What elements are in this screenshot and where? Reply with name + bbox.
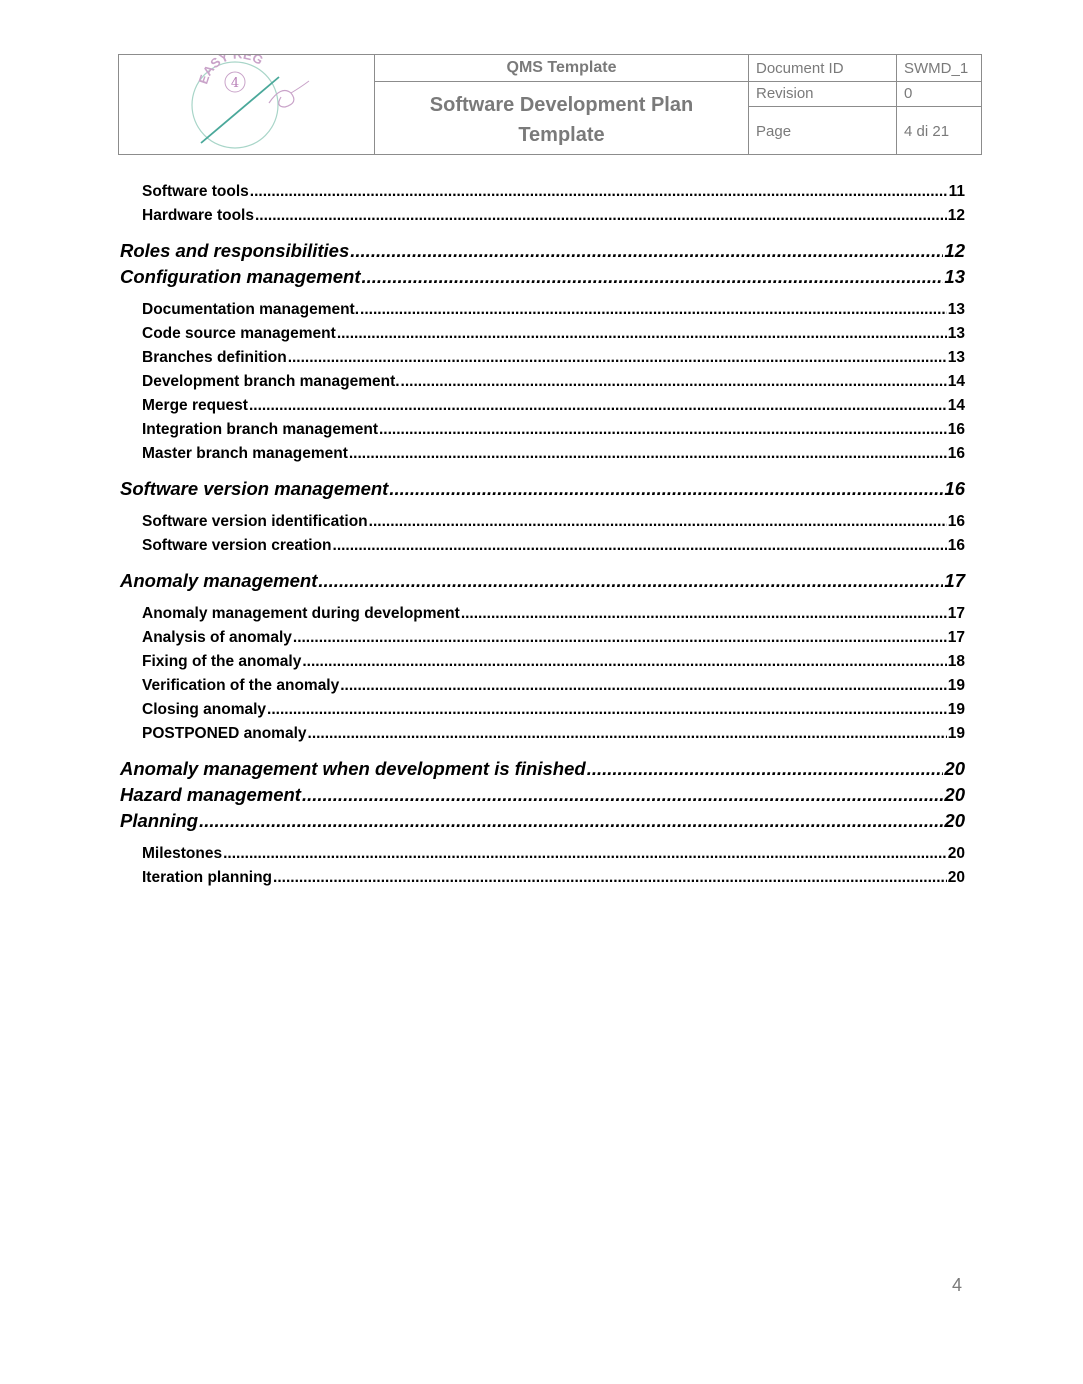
toc-entry[interactable]: [120, 756, 965, 782]
toc-entry-title: Anomaly management when development is finished: [120, 758, 586, 779]
toc-entry-page: 12: [944, 240, 965, 261]
document-title: [375, 82, 748, 154]
toc-entry-title: Planning: [120, 810, 199, 831]
toc-entry[interactable]: [120, 568, 965, 594]
svg-text:4: 4: [230, 76, 240, 91]
toc-leader-dots: [340, 674, 947, 698]
toc-entry-title: Software version creation: [142, 537, 332, 554]
toc-entry-page: 14: [947, 397, 965, 414]
toc-entry-title: Integration branch management: [142, 421, 378, 438]
toc-entry[interactable]: [120, 346, 965, 370]
toc-entry[interactable]: [120, 394, 965, 418]
toc-entry-title: Hardware tools: [142, 207, 254, 224]
toc-entry[interactable]: [120, 722, 965, 746]
revision-label: Revision: [749, 82, 897, 107]
toc-leader-dots: [308, 722, 947, 746]
toc-leader-dots: [302, 650, 946, 674]
toc-entry-title: Software tools: [142, 183, 249, 200]
toc-entry[interactable]: [120, 322, 965, 346]
title-cell: [375, 55, 749, 154]
toc-entry-title: Merge request: [142, 397, 248, 414]
toc-entry[interactable]: [120, 510, 965, 534]
toc-entry-page: 11: [948, 183, 965, 200]
toc-leader-dots: [249, 394, 947, 418]
page-value: 4 di 21: [904, 123, 950, 140]
toc-entry-page: 19: [947, 677, 965, 694]
toc-leader-dots: [273, 866, 947, 890]
toc-leader-dots: [389, 476, 943, 502]
toc-leader-dots: [350, 238, 943, 264]
toc-leader-dots: [587, 756, 944, 782]
toc-leader-dots: [349, 442, 947, 466]
toc-entry-page: 16: [947, 445, 965, 462]
toc-entry-title: Master branch management: [142, 445, 348, 462]
toc-entry-page: 14: [947, 373, 965, 390]
toc-entry[interactable]: [120, 866, 965, 890]
toc-entry-page: 19: [947, 725, 965, 742]
toc-entry-title: Iteration planning: [142, 869, 273, 886]
toc-leader-dots: [267, 698, 947, 722]
toc-entry-page: 13: [947, 301, 965, 318]
toc-leader-dots: [255, 204, 947, 228]
toc-entry-title: Analysis of anomaly: [142, 629, 292, 646]
toc-entry[interactable]: [120, 808, 965, 834]
toc-entry-page: 12: [947, 207, 965, 224]
toc-entry-page: 18: [947, 653, 965, 670]
toc-leader-dots: [379, 418, 947, 442]
toc-entry-title: Software version identification: [142, 513, 368, 530]
toc-entry-title: Milestones: [142, 845, 223, 862]
toc-entry-title: Anomaly management during development: [142, 605, 460, 622]
toc-leader-dots: [250, 180, 948, 204]
easy-reg-logo: [119, 55, 375, 153]
toc-leader-dots: [333, 534, 947, 558]
toc-leader-dots: [401, 370, 947, 394]
toc-entry-title: POSTPONED anomaly: [142, 725, 307, 742]
table-of-contents: [120, 180, 965, 890]
toc-entry[interactable]: [120, 698, 965, 722]
toc-entry[interactable]: [120, 602, 965, 626]
toc-leader-dots: [288, 346, 947, 370]
toc-entry-page: 16: [947, 537, 965, 554]
toc-entry-page: 17: [944, 570, 965, 591]
toc-entry-title: Fixing of the anomaly: [142, 653, 302, 670]
toc-entry-title: Closing anomaly: [142, 701, 267, 718]
toc-entry-page: 17: [947, 629, 965, 646]
toc-entry-page: 20: [944, 758, 965, 779]
toc-entry[interactable]: [120, 782, 965, 808]
toc-entry[interactable]: [120, 180, 965, 204]
toc-entry[interactable]: [120, 442, 965, 466]
toc-entry-title: Software version management: [120, 478, 389, 499]
svg-text:EASY REG: EASY G: [195, 55, 266, 86]
toc-entry-title: Roles and responsibilities: [120, 240, 350, 261]
toc-leader-dots: [369, 510, 947, 534]
toc-leader-dots: [199, 808, 943, 834]
document-title-line1: Software Development Plan: [429, 94, 694, 116]
document-id-value: SWMD_1: [897, 55, 981, 82]
toc-entry-page: 13: [947, 325, 965, 342]
toc-leader-dots: [293, 626, 947, 650]
toc-entry-title: Hazard management: [120, 784, 301, 805]
toc-leader-dots: [223, 842, 947, 866]
toc-entry-page: 20: [947, 845, 965, 862]
toc-entry[interactable]: [120, 370, 965, 394]
toc-entry-page: 19: [947, 701, 965, 718]
toc-entry[interactable]: [120, 650, 965, 674]
toc-entry[interactable]: [120, 418, 965, 442]
toc-entry-page: 13: [944, 266, 965, 287]
toc-leader-dots: [318, 568, 943, 594]
revision-value: 0: [897, 82, 981, 107]
toc-leader-dots: [461, 602, 947, 626]
document-header-table: [118, 54, 982, 155]
toc-entry[interactable]: [120, 298, 965, 322]
toc-leader-dots: [337, 322, 947, 346]
toc-entry[interactable]: [120, 842, 965, 866]
toc-entry[interactable]: [120, 626, 965, 650]
toc-entry[interactable]: [120, 476, 965, 502]
toc-entry-title: Anomaly management: [120, 570, 318, 591]
toc-entry[interactable]: [120, 674, 965, 698]
logo-cell: [119, 55, 375, 154]
toc-entry-title: Code source management: [142, 325, 336, 342]
toc-entry[interactable]: [120, 204, 965, 228]
toc-leader-dots: [302, 782, 943, 808]
toc-entry-page: 13: [947, 349, 965, 366]
document-id-label: Document ID: [749, 55, 897, 82]
toc-entry-title: Configuration management: [120, 266, 361, 287]
toc-leader-dots: [362, 264, 944, 290]
toc-entry[interactable]: [120, 534, 965, 558]
toc-entry-page: 17: [947, 605, 965, 622]
footer-page-number: 4: [952, 1275, 963, 1295]
toc-entry-title: Branches definition: [142, 349, 287, 366]
toc-entry-page: 16: [947, 421, 965, 438]
toc-entry-page: 16: [944, 478, 965, 499]
toc-entry[interactable]: [120, 264, 965, 290]
qms-template-label: QMS Template: [375, 55, 748, 82]
toc-entry-page: 20: [947, 869, 965, 886]
toc-entry-title: Development branch management.: [142, 373, 400, 390]
toc-entry-page: 16: [947, 513, 965, 530]
page-label: Page: [749, 107, 897, 154]
document-title-line2: Template: [518, 124, 605, 146]
toc-entry-page: 20: [944, 784, 965, 805]
toc-leader-dots: [360, 298, 947, 322]
toc-entry-title: Verification of the anomaly: [142, 677, 340, 694]
toc-entry-page: 20: [944, 810, 965, 831]
toc-entry[interactable]: [120, 238, 965, 264]
toc-entry-title: Documentation management.: [142, 301, 360, 318]
